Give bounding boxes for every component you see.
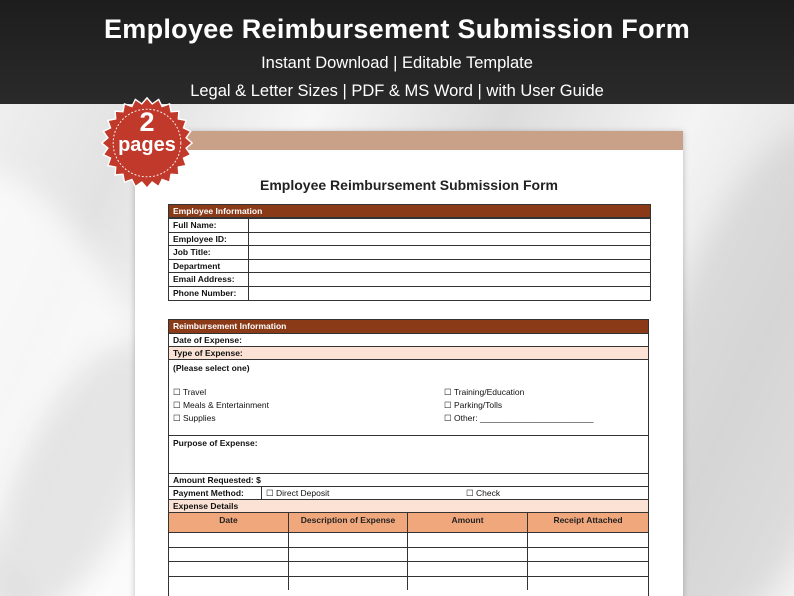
meals-checkbox[interactable]: ☐ Meals & Entertainment [173, 400, 269, 410]
expense-table-header [169, 512, 648, 532]
purpose-label: Purpose of Expense: [173, 438, 258, 448]
reimbursement-section-header: Reimbursement Information [169, 320, 648, 333]
employee-field-row [169, 272, 650, 286]
badge-word: pages [118, 134, 176, 156]
reimbursement-information-table [168, 319, 649, 596]
full-name-field[interactable] [249, 219, 650, 232]
field-label: Phone Number: [169, 287, 249, 300]
department-field[interactable] [249, 260, 650, 273]
email-field[interactable] [249, 273, 650, 286]
phone-field[interactable] [249, 287, 650, 300]
field-label: Email Address: [169, 273, 249, 286]
travel-checkbox[interactable]: ☐ Travel [173, 387, 207, 397]
banner-subtitle-1: Instant Download | Editable Template [261, 54, 533, 72]
column-header-date: Date [169, 513, 289, 532]
employee-section-header: Employee Information [169, 205, 650, 218]
direct-deposit-checkbox[interactable]: ☐ Direct Deposit [266, 488, 330, 498]
title-banner [0, 0, 794, 104]
purpose-of-expense-row[interactable] [169, 435, 648, 473]
column-header-amount: Amount [408, 513, 528, 532]
employee-field-row [169, 259, 650, 273]
column-header-description: Description of Expense [289, 513, 408, 532]
employee-field-row [169, 218, 650, 232]
payment-divider [261, 487, 262, 499]
payment-method-row [169, 486, 648, 499]
table-row[interactable] [169, 561, 648, 576]
pages-badge [100, 96, 194, 190]
date-of-expense-row[interactable] [169, 333, 648, 346]
expense-details-row [169, 499, 648, 512]
column-header-receipt: Receipt Attached [553, 515, 623, 525]
field-label: Department [169, 260, 249, 273]
type-of-expense-label: Type of Expense: [173, 348, 243, 358]
employee-id-field[interactable] [249, 233, 650, 246]
employee-field-row [169, 232, 650, 246]
employee-field-row [169, 245, 650, 259]
table-row[interactable] [169, 547, 648, 562]
payment-method-label: Payment Method: [173, 488, 244, 498]
banner-title: Employee Reimbursement Submission Form [103, 14, 691, 44]
badge-number: 2 [139, 107, 155, 137]
other-checkbox[interactable]: ☐ Other: ________________________ [444, 413, 594, 423]
parking-checkbox[interactable]: ☐ Parking/Tolls [444, 400, 503, 410]
check-checkbox[interactable]: ☐ Check [466, 488, 501, 498]
job-title-field[interactable] [249, 246, 650, 259]
field-label: Employee ID: [169, 233, 249, 246]
expense-type-options [169, 359, 648, 435]
employee-information-table [168, 204, 651, 301]
expense-details-label: Expense Details [173, 501, 239, 511]
select-hint: (Please select one) [173, 363, 250, 373]
employee-field-row [169, 286, 650, 300]
field-label: Job Title: [169, 246, 249, 259]
amount-label: Amount Requested: $ [173, 475, 261, 485]
training-checkbox[interactable]: ☐ Training/Education [444, 387, 525, 397]
date-of-expense-label: Date of Expense: [173, 335, 242, 345]
table-row[interactable] [169, 532, 648, 547]
form-title: Employee Reimbursement Submission Form [260, 177, 558, 193]
page-top-bar [135, 131, 683, 150]
form-preview-page [135, 131, 683, 596]
table-row[interactable] [169, 576, 648, 591]
banner-subtitle-2: Legal & Letter Sizes | PDF & MS Word | with User Guide [190, 82, 604, 100]
supplies-checkbox[interactable]: ☐ Supplies [173, 413, 216, 423]
amount-requested-row[interactable] [169, 473, 648, 486]
field-label: Full Name: [169, 219, 249, 232]
type-of-expense-row [169, 346, 648, 359]
